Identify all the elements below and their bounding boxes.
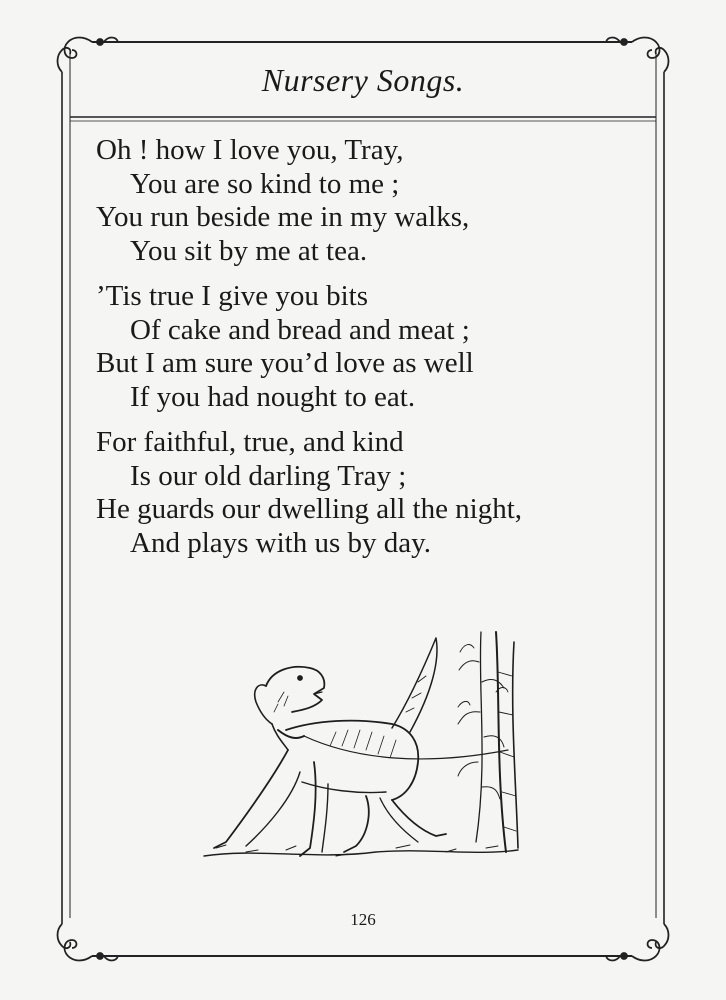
poem-line: You are so kind to me ; <box>130 167 400 200</box>
poem-line: If you had nought to eat. <box>130 380 416 413</box>
poem-line: Of cake and bread and meat ; <box>130 313 470 346</box>
poem-stanza <box>96 134 656 268</box>
poem-line: For faithful, true, and kind <box>96 426 404 458</box>
poem-line: But I am sure you’d love as well <box>96 347 474 379</box>
poem-line: And plays with us by day. <box>130 526 431 559</box>
poem-line: You run beside me in my walks, <box>96 201 470 233</box>
poem-line: Oh ! how I love you, Tray, <box>96 134 404 166</box>
dog-engraving-icon <box>196 612 526 874</box>
poem-stanza <box>96 280 656 414</box>
poem-line: Is our old darling Tray ; <box>130 459 407 492</box>
poem-line: He guards our dwelling all the night, <box>96 493 523 525</box>
page-number: 126 <box>350 910 376 929</box>
poem-text <box>96 134 656 572</box>
poem-line: ’Tis true I give you bits <box>96 280 369 312</box>
poem-line: You sit by me at tea. <box>130 234 368 267</box>
running-header: Nursery Songs. <box>261 62 465 98</box>
poem-stanza <box>96 426 656 560</box>
